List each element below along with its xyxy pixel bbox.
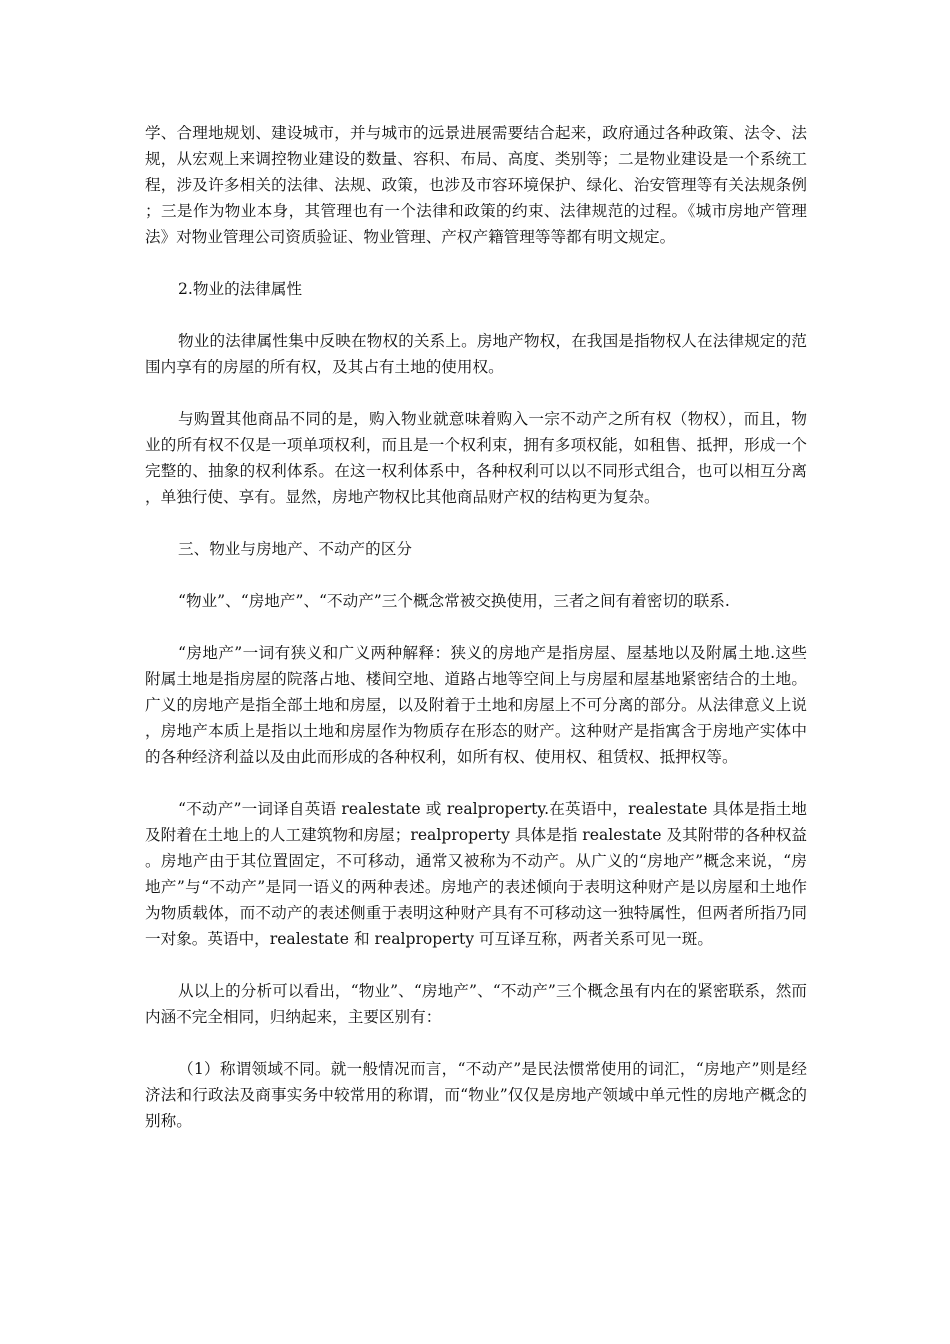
paragraph-three-concepts: “物业”、“房地产”、“不动产”三个概念常被交换使用，三者之间有着密切的联系. — [178, 592, 730, 610]
paragraph-real-estate-definition: “房地产”一词有狭义和广义两种解释：狭义的房地产是指房屋、屋基地以及附属土地.这些附属土地是指房屋的院落占地、楼间空地、道路占地等空间上与房屋和屋基地紧密结合的土地。广义的房地产是指全部土地和房屋，以及附着于土地和房屋上不可分离的部分。从法律意义上说，房地产本质上是指以土地和房屋作为物质存在形态的财产。这种财产是指寓含于房地产实体中的各种经济利益以及由此而形成的各种权利，如所有权、使用权、租赁权、抵押权等。 — [145, 644, 807, 766]
document-body — [145, 120, 807, 1160]
paragraph-continuation: 学、合理地规划、建设城市，并与城市的远景进展需要结合起来，政府通过各种政策、法令、法规，从宏观上来调控物业建设的数量、容积、布局、高度、类别等；二是物业建设是一个系统工程，涉及许多相关的法律、法规、政策，也涉及市容环境保护、绿化、治安管理等有关法规条例；三是作为物业本身，其管理也有一个法律和政策的约束、法律规范的过程。《城市房地产管理法》对物业管理公司资质验证、物业管理、产权产籍管理等等都有明文规定。 — [145, 124, 807, 246]
paragraph-real-right: 物业的法律属性集中反映在物权的关系上。房地产物权，在我国是指物权人在法律规定的范围内享有的房屋的所有权，及其占有土地的使用权。 — [145, 332, 807, 376]
section-heading-distinction: 三、物业与房地产、不动产的区分 — [178, 540, 412, 558]
paragraph-summary: 从以上的分析可以看出，“物业”、“房地产”、“不动产”三个概念虽有内在的紧密联系，然而内涵不完全相同，归纳起来，主要区别有： — [145, 982, 807, 1026]
paragraph-point-1: （1）称谓领域不同。就一般情况而言，“不动产”是民法惯常使用的词汇，“房地产”则是经济法和行政法及商事实务中较常用的称谓，而“物业”仅仅是房地产领域中单元性的房地产概念的别称。 — [145, 1060, 807, 1130]
paragraph-bundle-of-rights: 与购置其他商品不同的是，购入物业就意味着购入一宗不动产之所有权（物权），而且，物业的所有权不仅是一项单项权利，而且是一个权利束，拥有多项权能，如租售、抵押，形成一个完整的、抽象的权利体系。在这一权利体系中，各种权利可以以不同形式组合，也可以相互分离，单独行使、享有。显然，房地产物权比其他商品财产权的结构更为复杂。 — [145, 410, 807, 506]
paragraph-immovable-definition: “不动产”一词译自英语 realestate 或 realproperty.在英语中，realestate 具体是指土地及附着在土地上的人工建筑物和房屋；realproperty 具体是指 realestate 及其附带的各种权益。房地产由于其位置固定，不可移动，通常又被称为不动产。从广义的“房地产”概念来说，“房地产”与“不动产”是同一语义的两种表述。房地产的表述倾向于表明这种财产是以房屋和土地作为物质载体，而不动产的表述侧重于表明这种财产具有不可移动这一独特属性，但两者所指乃同一对象。英语中，realestate 和 realproperty 可互译互称，两者关系可见一斑。 — [145, 800, 807, 948]
section-heading-legal-attributes: 2.物业的法律属性 — [178, 280, 303, 298]
